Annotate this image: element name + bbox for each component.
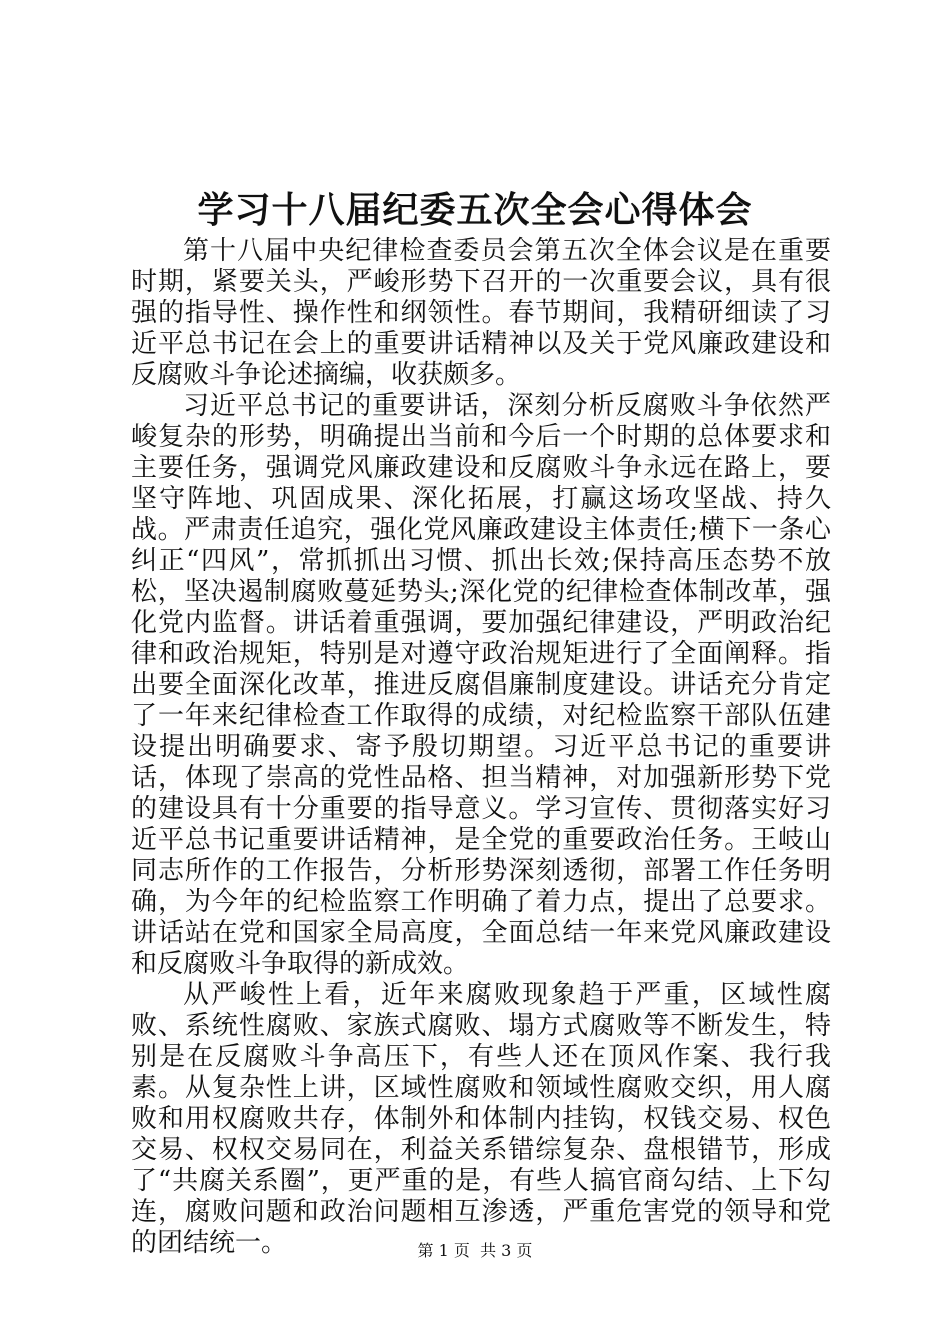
paragraph-1: 第十八届中央纪律检查委员会第五次全体会议是在重要时期，紧要关头，严峻形势下召开的一次重要会议，具有很强的指导性、操作性和纲领性。春节期间，我精研细读了习近平总书记在会上的重要讲话精神以及关于党风廉政建设和反腐败斗争论述摘编，收获颇多。 bbox=[131, 236, 831, 390]
page-footer bbox=[0, 1241, 950, 1261]
paragraph-3: 从严峻性上看，近年来腐败现象趋于严重，区域性腐败、系统性腐败、家族式腐败、塌方式腐败等不断发生，特别是在反腐败斗争高压下，有些人还在顶风作案、我行我素。从复杂性上讲，区域性腐败和领域性腐败交织，用人腐败和用权腐败共存，体制外和体制内挂钩，权钱交易、权色交易、权权交易同在，利益关系错综复杂、盘根错节，形成了“共腐关系圈”，更严重的是，有些人搞官商勾结、上下勾连，腐败问题和政治问题相互渗透，严重危害党的领导和党的团结统一。 bbox=[131, 980, 831, 1258]
document-title: 学习十八届纪委五次全会心得体会 bbox=[197, 189, 753, 231]
paragraph-2: 习近平总书记的重要讲话，深刻分析反腐败斗争依然严峻复杂的形势，明确提出当前和今后一个时期的总体要求和主要任务，强调党风廉政建设和反腐败斗争永远在路上，要坚守阵地、巩固成果、深化拓展，打赢这场攻坚战、持久战。严肃责任追究，强化党风廉政建设主体责任;横下一条心纠正“四风”，常抓抓出习惯、抓出长效;保持高压态势不放松，坚决遏制腐败蔓延势头;深化党的纪律检查体制改革，强化党内监督。讲话着重强调，要加强纪律建设，严明政治纪律和政治规矩，特别是对遵守政治规矩进行了全面阐释。指出要全面深化改革，推进反腐倡廉制度建设。讲话充分肯定了一年来纪律检查工作取得的成绩，对纪检监察干部队伍建设提出明确要求、寄予殷切期望。习近平总书记的重要讲话，体现了崇高的党性品格、担当精神，对加强新形势下党的建设具有十分重要的指导意义。学习宣传、贯彻落实好习近平总书记重要讲话精神，是全党的重要政治任务。王岐山同志所作的工作报告，分析形势深刻透彻，部署工作任务明确，为今年的纪检监察工作明确了着力点，提出了总要求。讲话站在党和国家全局高度，全面总结一年来党风廉政建设和反腐败斗争取得的新成效。 bbox=[131, 391, 831, 979]
document-body bbox=[131, 236, 831, 1259]
page-number: 第 1 页 bbox=[417, 1241, 470, 1260]
page-total: 共 3 页 bbox=[480, 1241, 533, 1260]
